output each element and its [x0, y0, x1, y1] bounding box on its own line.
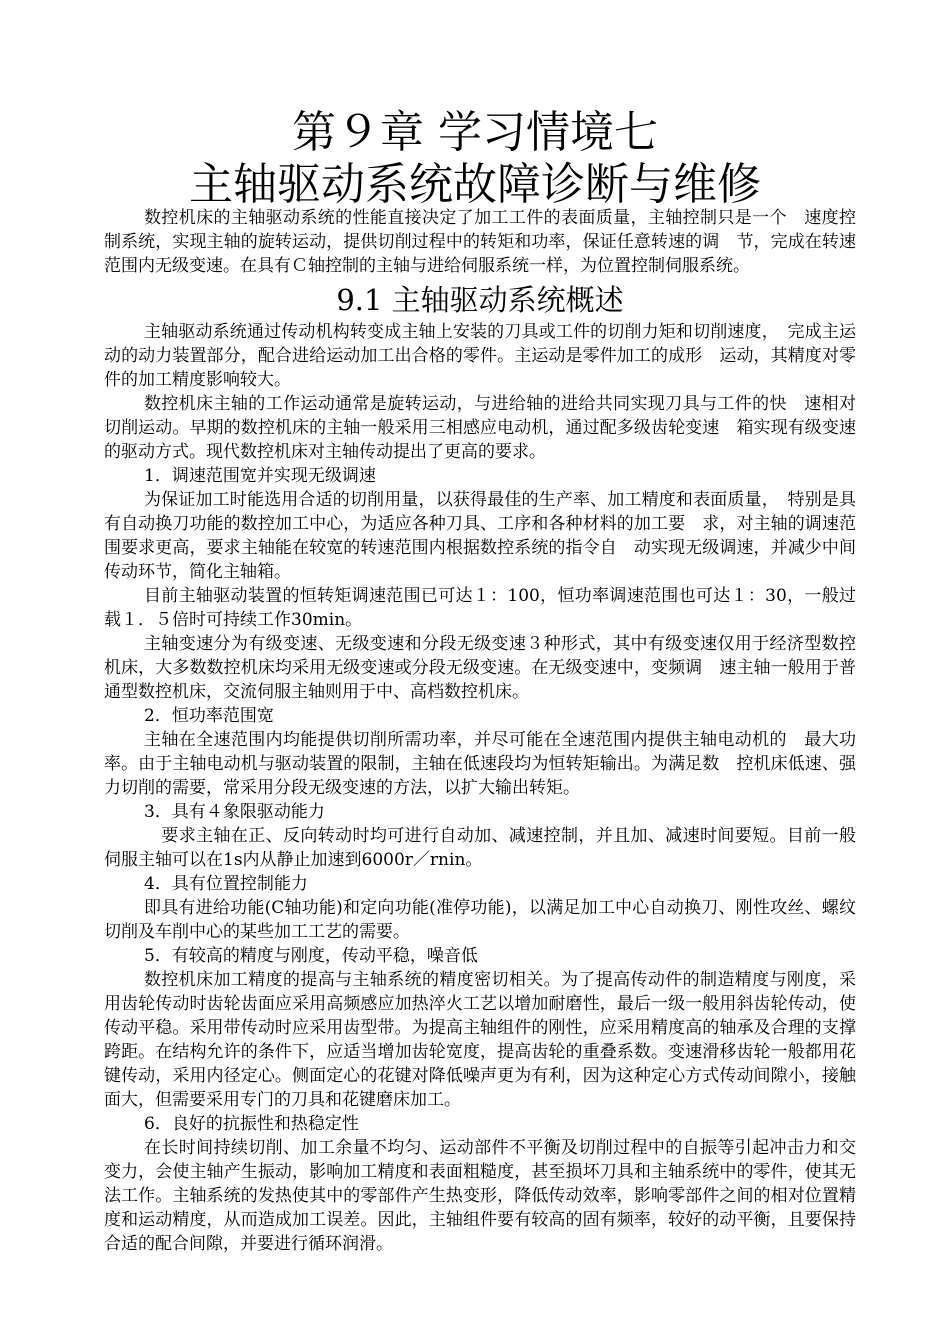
section-paragraph: 数控机床主轴的工作运动通常是旋转运动，与进给轴的进给共同实现刀具与工件的快 速相对切削运动。早期的数控机床的主轴一般采用三相感应电动机，通过配多级齿轮变速 箱实现有级变速的驱动方式。现代数控机床对主轴传动提出了更高的要求。: [104, 394, 856, 462]
requirement-paragraph: 目前主轴驱动装置的恒转矩调速范围已可达１：100，恒功率调速范围也可达１：30，一般过载１．５倍时可持续工作30min。: [104, 586, 856, 630]
requirement-heading: 5．有较高的精度与刚度，传动平稳，噪音低: [144, 946, 478, 966]
section-title: 9.1 主轴驱动系统概述: [336, 283, 624, 317]
requirement-paragraph: 为保证加工时能选用合适的切削用量，以获得最佳的生产率、加工精度和表面质量， 特别是具有自动换刀功能的数控加工中心，为适应各种刀具、工序和各种材料的加工要 求，对主轴的调速范围要求更高，要求主轴能在较宽的转速范围内根据数控系统的指令自 动实现无级调速，并减少中间传动环节，简化主轴箱。: [104, 490, 856, 582]
requirement-paragraph: 即具有进给功能(C轴功能)和定向功能(准停功能)，以满足加工中心自动换刀、刚性攻丝、螺纹切削及车削中心的某些加工工艺的需要。: [104, 898, 856, 942]
requirement-heading: 2．恒功率范围宽: [144, 706, 274, 726]
requirement-heading: 6．良好的抗振性和热稳定性: [144, 1114, 359, 1134]
chapter-title-line-2: 主轴驱动系统故障诊断与维修: [189, 159, 761, 210]
requirement-paragraph: 主轴变速分为有级变速、无级变速和分段无级变速３种形式，其中有级变速仅用于经济型数控机床，大多数数控机床均采用无级变速或分段无级变速。在无级变速中，变频调 速主轴一般用于普通型数控机床，交流伺服主轴则用于中、高档数控机床。: [104, 634, 856, 702]
intro-paragraph: 数控机床的主轴驱动系统的性能直接决定了加工工件的表面质量，主轴控制只是一个 速度控制系统，实现主轴的旋转运动，提供切削过程中的转矩和功率，保证任意转速的调 节，完成在转速范围内无级变速。在具有Ｃ轴控制的主轴与进给伺服系统一样，为位置控制伺服系统。: [104, 208, 856, 276]
section-paragraph: 主轴驱动系统通过传动机构转变成主轴上安装的刀具或工件的切削力矩和切削速度， 完成主运动的动力装置部分，配合进给运动加工出合格的零件。主运动是零件加工的成形 运动，其精度对零件的加工精度影响较大。: [104, 322, 856, 390]
requirement-heading: 3．具有４象限驱动能力: [144, 802, 325, 822]
requirement-heading: 4．具有位置控制能力: [144, 874, 308, 894]
requirement-paragraph: 在长时间持续切削、加工余量不均匀、运动部件不平衡及切削过程中的自振等引起冲击力和交变力，会使主轴产生振动，影响加工精度和表面粗糙度，甚至损坏刀具和主轴系统中的零件，使其无法工作。主轴系统的发热使其中的零部件产生热变形，降低传动效率，影响零部件之间的相对位置精度和运动精度，从而造成加工误差。因此，主轴组件要有较高的固有频率，较好的动平衡，且要保持合适的配合间隙，并要进行循环润滑。: [104, 1138, 856, 1254]
requirement-paragraph: 要求主轴在正、反向转动时均可进行自动加、减速控制，并且加、减速时间要短。目前一般伺服主轴可以在1s内从静止加速到6000r／rnin。: [104, 826, 856, 870]
requirement-paragraph: 主轴在全速范围内均能提供切削所需功率，并尽可能在全速范围内提供主轴电动机的 最大功率。由于主轴电动机与驱动装置的限制，主轴在低速段均为恒转矩输出。为满足数 控机床低速、强力切削的需要，常采用分段无级变速的方法，以扩大输出转矩。: [104, 730, 856, 798]
requirement-paragraph: 数控机床加工精度的提高与主轴系统的精度密切相关。为了提高传动件的制造精度与刚度，采用齿轮传动时齿轮齿面应采用高频感应加热淬火工艺以增加耐磨性，最后一级一般用斜齿轮传动，使传动平稳。采用带传动时应采用齿型带。为提高主轴组件的刚性，应采用精度高的轴承及合理的支撑跨距。在结构允许的条件下，应适当增加齿轮宽度，提高齿轮的重叠系数。变速滑移齿轮一般都用花键传动，采用内径定心。侧面定心的花键对降低噪声更为有利，因为这种定心方式传动间隙小，接触面大，但需要采用专门的刀具和花键磨床加工。: [104, 970, 856, 1110]
requirement-heading: 1．调速范围宽并实现无级调速: [144, 466, 376, 486]
chapter-title-line-1: 第９章 学习情境七: [292, 107, 658, 158]
document-body: [104, 206, 856, 1256]
